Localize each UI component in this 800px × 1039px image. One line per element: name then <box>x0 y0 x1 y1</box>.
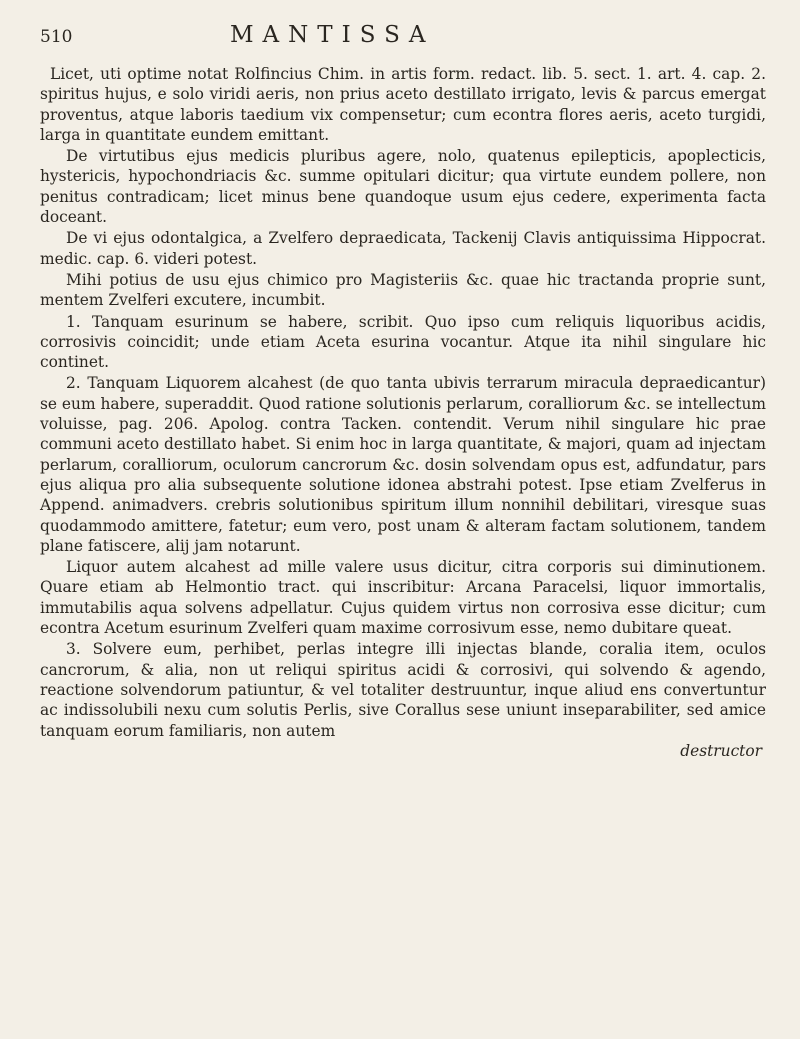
paragraph: Liquor autem alcahest ad mille valere usus dicitur, citra corporis sui diminutionem. Quare etiam ab Helmontio tract. qui inscribitur: Arcana Paracelsi, liquor immortalis, immutabilis aqua solvens adpellatur. Cujus quidem virtus non corrosiva esse dicitur; cum econtra Acetum esurinum Zvelferi quam maxime corrosivum esse, nemo dubitare queat. <box>40 558 766 638</box>
paragraph: Mihi potius de usu ejus chimico pro Magisteriis &c. quae hic tractanda proprie sunt, mentem Zvelferi excutere, incumbit. <box>40 270 766 310</box>
paragraph: De vi ejus odontalgica, a Zvelfero depraedicata, Tackenij Clavis antiquissima Hippocrat. medic. cap. 6. videri potest. <box>40 229 766 268</box>
paragraph: Licet, uti optime notat Rolfincius Chim. in artis form. redact. lib. 5. sect. 1. art. 4. cap. 2. spiritus hujus, e solo viridi aeris, non prius aceto destillato irrigato, levis & parcus emergat proventus, atque laboris taedium vix compensetur; cum econtra flores aeris, aceto turgidi, larga in quantitate eundem emittant. <box>40 65 766 144</box>
paragraph: De virtutibus ejus medicis pluribus agere, nolo, quatenus epilepticis, apoplecticis, hystericis, hypochondriacis &c. summe opitulari dicitur; qua virtute eundem pollere, non penitus contradicam; licet minus bene quandoque usum ejus cedere, experimenta facta doceant. <box>40 147 766 227</box>
paragraph: 1. Tanquam esurinum se habere, scribit. Quo ipso cum reliquis liquoribus acidis, corrosivis coincidit; unde etiam Aceta esurina vocantur. Atque ita nihil singulare hic continet. <box>40 312 766 372</box>
body-text <box>40 64 766 741</box>
paragraph: 3. Solvere eum, perhibet, perlas integre illi injectas blande, coralia item, oculos cancrorum, & alia, non ut reliqui spiritus acidi & corrosivi, qui solvendo & agendo, reactione solvendorum patiuntur, & vel totaliter destruuntur, inque aliud ens convertuntur ac indissolubili nexu cum solutis Perlis, sive Corallus sese uniunt inseparabiliter, sed amice tanquam eorum familiaris, non autem <box>40 640 766 740</box>
paragraph: 2. Tanquam Liquorem alcahest (de quo tanta ubivis terrarum miracula depraedicantur) se eum habere, superaddit. Quod ratione solutionis perlarum, coralliorum &c. se intellectum voluisse, pag. 206. Apolog. contra Tacken. contendit. Verum nihil singulare hic prae communi aceto destillato habet. Si enim hoc in larga quantitate, & majori, quam ad injectam perlarum, coralliorum, oculorum cancrorum &c. dosin solvendam opus est, adfundatur, pars ejus aliqua pro alia subsequente solutione idonea abstrahi potest. Ipse etiam Zvelferus in Append. animadvers. crebris solutionibus spiritum illum nonnihil debilitari, viresque suas quodammodo amittere, fatetur; eum vero, post unam & alteram factam solutionem, tandem plane fatiscere, alij jam notarunt. <box>40 374 766 555</box>
running-title: MANTISSA <box>230 22 435 48</box>
page-header <box>40 22 766 60</box>
catchword: destructor <box>680 741 762 760</box>
page-number: 510 <box>40 27 73 47</box>
